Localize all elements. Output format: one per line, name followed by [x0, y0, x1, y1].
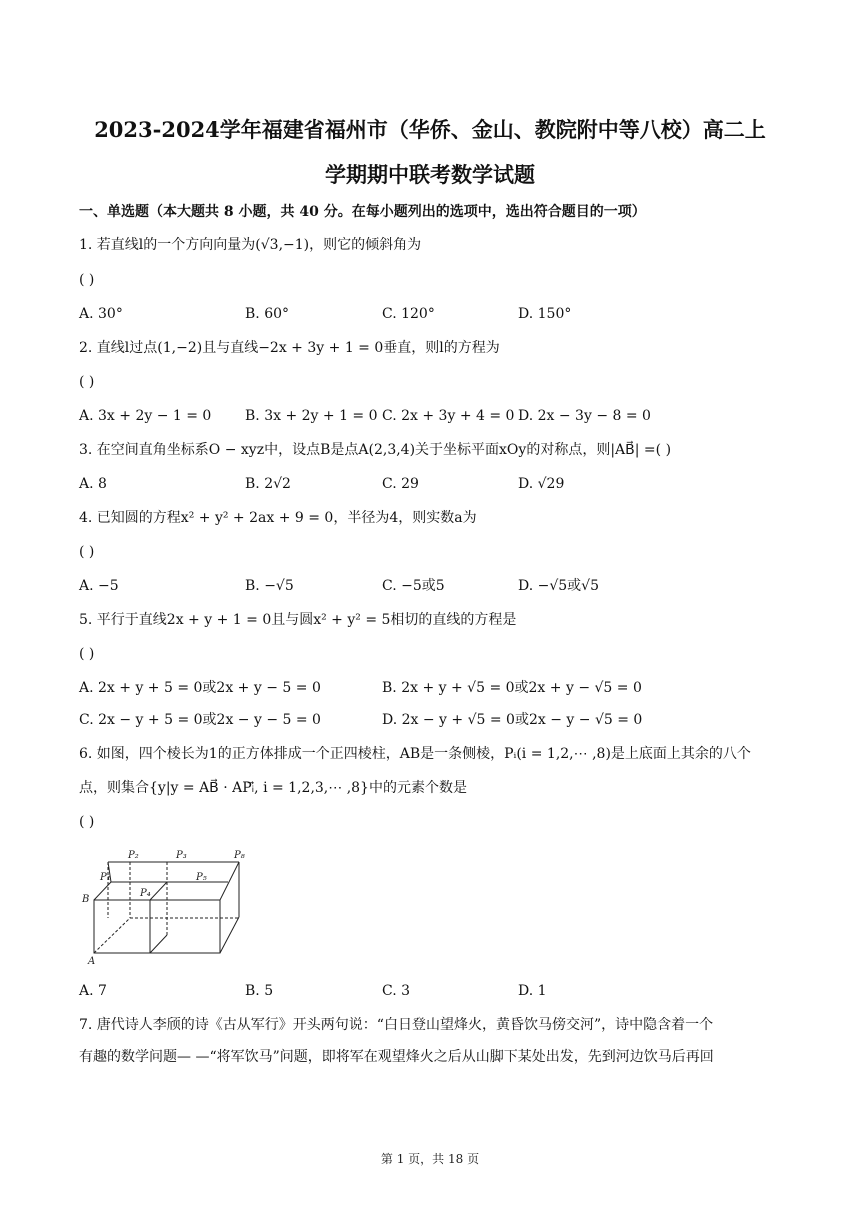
- q3-option-a: A. 8: [79, 476, 107, 492]
- q5-option-a: A. 2x + y + 5 = 0或2x + y − 5 = 0: [79, 680, 321, 696]
- question-1-stem: 1. 若直线l的一个方向向量为(√3,−1)，则它的倾斜角为: [79, 237, 422, 253]
- question-4-stem: 4. 已知圆的方程x² + y² + 2ax + 9 = 0，半径为4，则实数a为: [79, 510, 477, 526]
- q4-option-d: D. −√5或√5: [518, 578, 600, 594]
- q1-option-c: C. 120°: [382, 306, 435, 322]
- question-1-paren: ( ): [79, 272, 95, 288]
- q2-option-a: A. 3x + 2y − 1 = 0: [79, 408, 212, 424]
- prism-edge: [150, 935, 167, 953]
- q6-option-b: B. 5: [245, 983, 274, 999]
- label-p1: P₁: [100, 872, 111, 883]
- page-footer: 第 1 页，共 18 页: [380, 1152, 480, 1166]
- section-heading: 一、单选题（本大题共 8 小题，共 40 分。在每小题列出的选项中，选出符合题目的一项）: [79, 204, 646, 220]
- q6-option-a: A. 7: [79, 983, 107, 999]
- q5-option-b: B. 2x + y + √5 = 0或2x + y − √5 = 0: [382, 680, 642, 696]
- label-p3: P₃: [176, 850, 187, 861]
- q6-option-d: D. 1: [518, 983, 547, 999]
- question-2-paren: ( ): [79, 374, 95, 390]
- q1-option-b: B. 60°: [245, 306, 290, 322]
- title-line-2: 学期期中联考数学试题: [325, 162, 535, 187]
- q4-option-a: A. −5: [79, 578, 119, 594]
- prism-figure: [78, 842, 258, 966]
- label-b: B: [82, 894, 90, 905]
- question-6-stem-line-1: 6. 如图，四个棱长为1的正方体排成一个正四棱柱，AB是一条侧棱，Pᵢ(i = 1,2,⋯ ,8)是上底面上其余的八个: [79, 746, 751, 762]
- q4-option-b: B. −√5: [245, 578, 294, 594]
- q5-option-c: C. 2x − y + 5 = 0或2x − y − 5 = 0: [79, 712, 321, 728]
- question-7-line-2: 有趣的数学问题— —“将军饮马”问题，即将军在观望烽火之后从山脚下某处出发，先到河边饮马后再回: [79, 1049, 714, 1065]
- label-p4: P₄: [140, 888, 151, 899]
- question-4-paren: ( ): [79, 544, 95, 560]
- q5-option-d: D. 2x − y + √5 = 0或2x − y − √5 = 0: [382, 712, 643, 728]
- q6-option-c: C. 3: [382, 983, 411, 999]
- prism-edge: [150, 882, 167, 900]
- prism-edge: [220, 862, 239, 900]
- q2-option-c: C. 2x + 3y + 4 = 0: [382, 408, 515, 424]
- label-p8: P₈: [234, 850, 245, 861]
- q1-option-d: D. 150°: [518, 306, 572, 322]
- label-a: A: [88, 956, 96, 966]
- title-line-1: 2023-2024学年福建省福州市（华侨、金山、教院附中等八校）高二上: [94, 117, 766, 142]
- prism-hidden-edge: [94, 918, 130, 953]
- prism-edge: [220, 917, 239, 953]
- q3-option-b: B. 2√2: [245, 476, 291, 492]
- q2-option-b: B. 3x + 2y + 1 = 0: [245, 408, 378, 424]
- q3-option-d: D. √29: [518, 476, 565, 492]
- label-p5: P₅: [196, 872, 207, 883]
- question-6-stem-line-2: 点，则集合{y|y = AB⃗ · APᵢ⃗, i = 1,2,3,⋯ ,8}中的元素个数是: [79, 780, 467, 796]
- question-3-stem: 3. 在空间直角坐标系O − xyz中，设点B是点A(2,3,4)关于坐标平面xOy的对称点，则|AB⃗| =( ): [79, 442, 672, 458]
- q3-option-c: C. 29: [382, 476, 419, 492]
- q2-option-d: D. 2x − 3y − 8 = 0: [518, 408, 651, 424]
- q1-option-a: A. 30°: [79, 306, 123, 322]
- question-5-paren: ( ): [79, 646, 95, 662]
- label-p2: P₂: [128, 850, 139, 861]
- q4-option-c: C. −5或5: [382, 578, 445, 594]
- question-5-stem: 5. 平行于直线2x + y + 1 = 0且与圆x² + y² = 5相切的直线的方程是: [79, 612, 517, 628]
- question-6-paren: ( ): [79, 814, 95, 830]
- question-7-line-1: 7. 唐代诗人李颀的诗《古从军行》开头两句说：“白日登山望烽火，黄昏饮马傍交河”，诗中隐含着一个: [79, 1017, 714, 1033]
- question-2-stem: 2. 直线l过点(1,−2)且与直线−2x + 3y + 1 = 0垂直，则l的方程为: [79, 340, 500, 356]
